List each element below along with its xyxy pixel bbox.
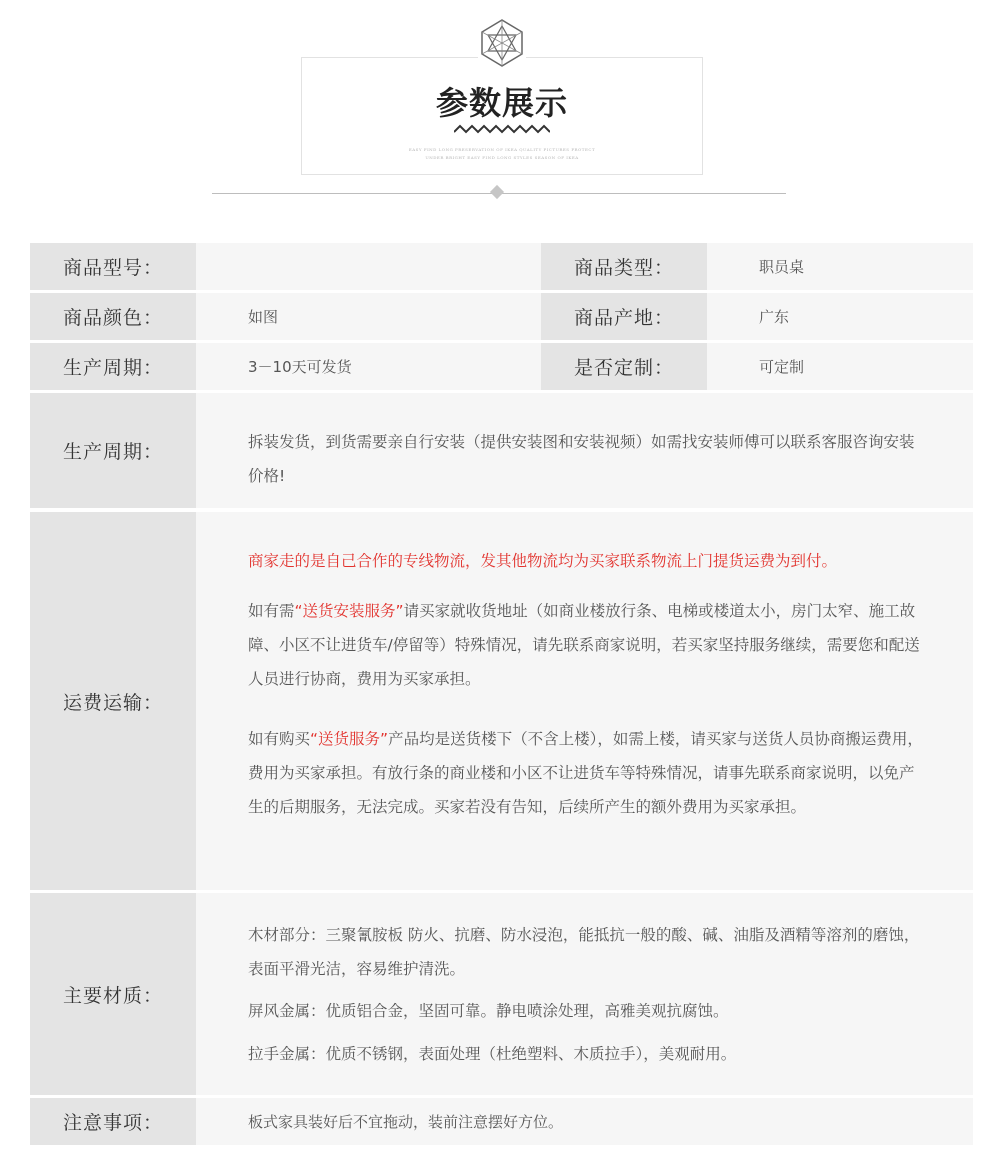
- install-row: [30, 393, 973, 508]
- label-custom: 是否定制：: [541, 343, 707, 390]
- shipping-row: [30, 512, 973, 890]
- value-custom: 可定制: [707, 343, 973, 390]
- material-handle: 拉手金属：优质不锈钢，表面处理（杜绝塑料、木质拉手），美观耐用。: [248, 1045, 737, 1063]
- label-origin: 商品产地：: [541, 293, 707, 340]
- material-wood: 木材部分：三聚氰胺板 防火、抗磨、防水浸泡，能抵抗一般的酸、碱、油脂及酒精等溶剂的磨蚀，表面平滑光洁，容易维护清洗。: [248, 926, 920, 978]
- wave-divider-icon: [454, 124, 550, 136]
- label-shipping: 运费运输：: [30, 512, 196, 890]
- label-install: 生产周期：: [30, 393, 196, 508]
- value-model: [196, 243, 541, 290]
- p1-prefix: 如有需: [248, 602, 295, 620]
- material-content: [196, 893, 973, 1095]
- spec-row-color: [30, 293, 973, 340]
- shipping-paragraph-1: [248, 594, 925, 696]
- header-subtitle-line1: EASY FIND LONG PRESERVATION OF IKEA QUALITY PICTURES PROTECT: [408, 147, 596, 152]
- install-text: 拆装发货，到货需要亲自行安装（提供安装图和安装视频）如需找安装师傅可以联系客服咨询安装价格!: [248, 433, 915, 485]
- p1-body: 请买家就收货地址（如商业楼放行条、电梯或楼道太小，房门太窄、施工故障、小区不让进货车/停留等）特殊情况，请先联系商家说明，若买家坚持服务继续，需要您和配送人员进行协商，费用为买家承担。: [248, 602, 920, 688]
- diamond-icon: [490, 185, 504, 199]
- spec-row-cycle: [30, 343, 973, 390]
- label-notes: 注意事项：: [30, 1098, 196, 1145]
- label-cycle: 生产周期：: [30, 343, 196, 390]
- material-screen: 屏风金属：优质铝合金，坚固可靠。静电喷涂处理，高雅美观抗腐蚀。: [248, 1002, 729, 1020]
- label-material: 主要材质：: [30, 893, 196, 1095]
- shipping-paragraph-2: [248, 722, 925, 824]
- spec-row-model: [30, 243, 973, 290]
- notes-row: [30, 1098, 973, 1145]
- p2-prefix: 如有购买: [248, 730, 311, 748]
- label-type: 商品类型：: [541, 243, 707, 290]
- header-subtitle-line2: UNDER BRIGHT EASY FIND LONG STYLES SEASON OF IKEA: [425, 155, 579, 160]
- p2-highlight: “送货服务”: [310, 730, 389, 748]
- value-color: 如图: [196, 293, 541, 340]
- p2-body: 产品均是送货楼下（不含上楼），如需上楼，请买家与送货人员协商搬运费用，费用为买家承担。有放行条的商业楼和小区不让进货车等特殊情况，请事先联系商家说明，以免产生的后期服务，无法完成。买家若没有告知，后续所产生的额外费用为买家承担。: [248, 730, 923, 816]
- page-title: 参数展示: [435, 84, 568, 122]
- label-color: 商品颜色：: [30, 293, 196, 340]
- label-model: 商品型号：: [30, 243, 196, 290]
- value-notes: 板式家具装好后不宜拖动，装前注意摆好方位。: [196, 1098, 973, 1145]
- value-type: 职员桌: [707, 243, 973, 290]
- header: [0, 0, 990, 220]
- value-origin: 广东: [707, 293, 973, 340]
- value-cycle: 3－10天可发货: [196, 343, 541, 390]
- material-row: [30, 893, 973, 1095]
- p1-highlight: “送货安装服务”: [294, 602, 404, 620]
- install-content: [196, 393, 973, 508]
- shipping-content: [196, 512, 973, 890]
- geometric-gem-icon: [478, 18, 526, 68]
- shipping-notice: 商家走的是自己合作的专线物流，发其他物流均为买家联系物流上门提货运费为到付。: [248, 552, 838, 570]
